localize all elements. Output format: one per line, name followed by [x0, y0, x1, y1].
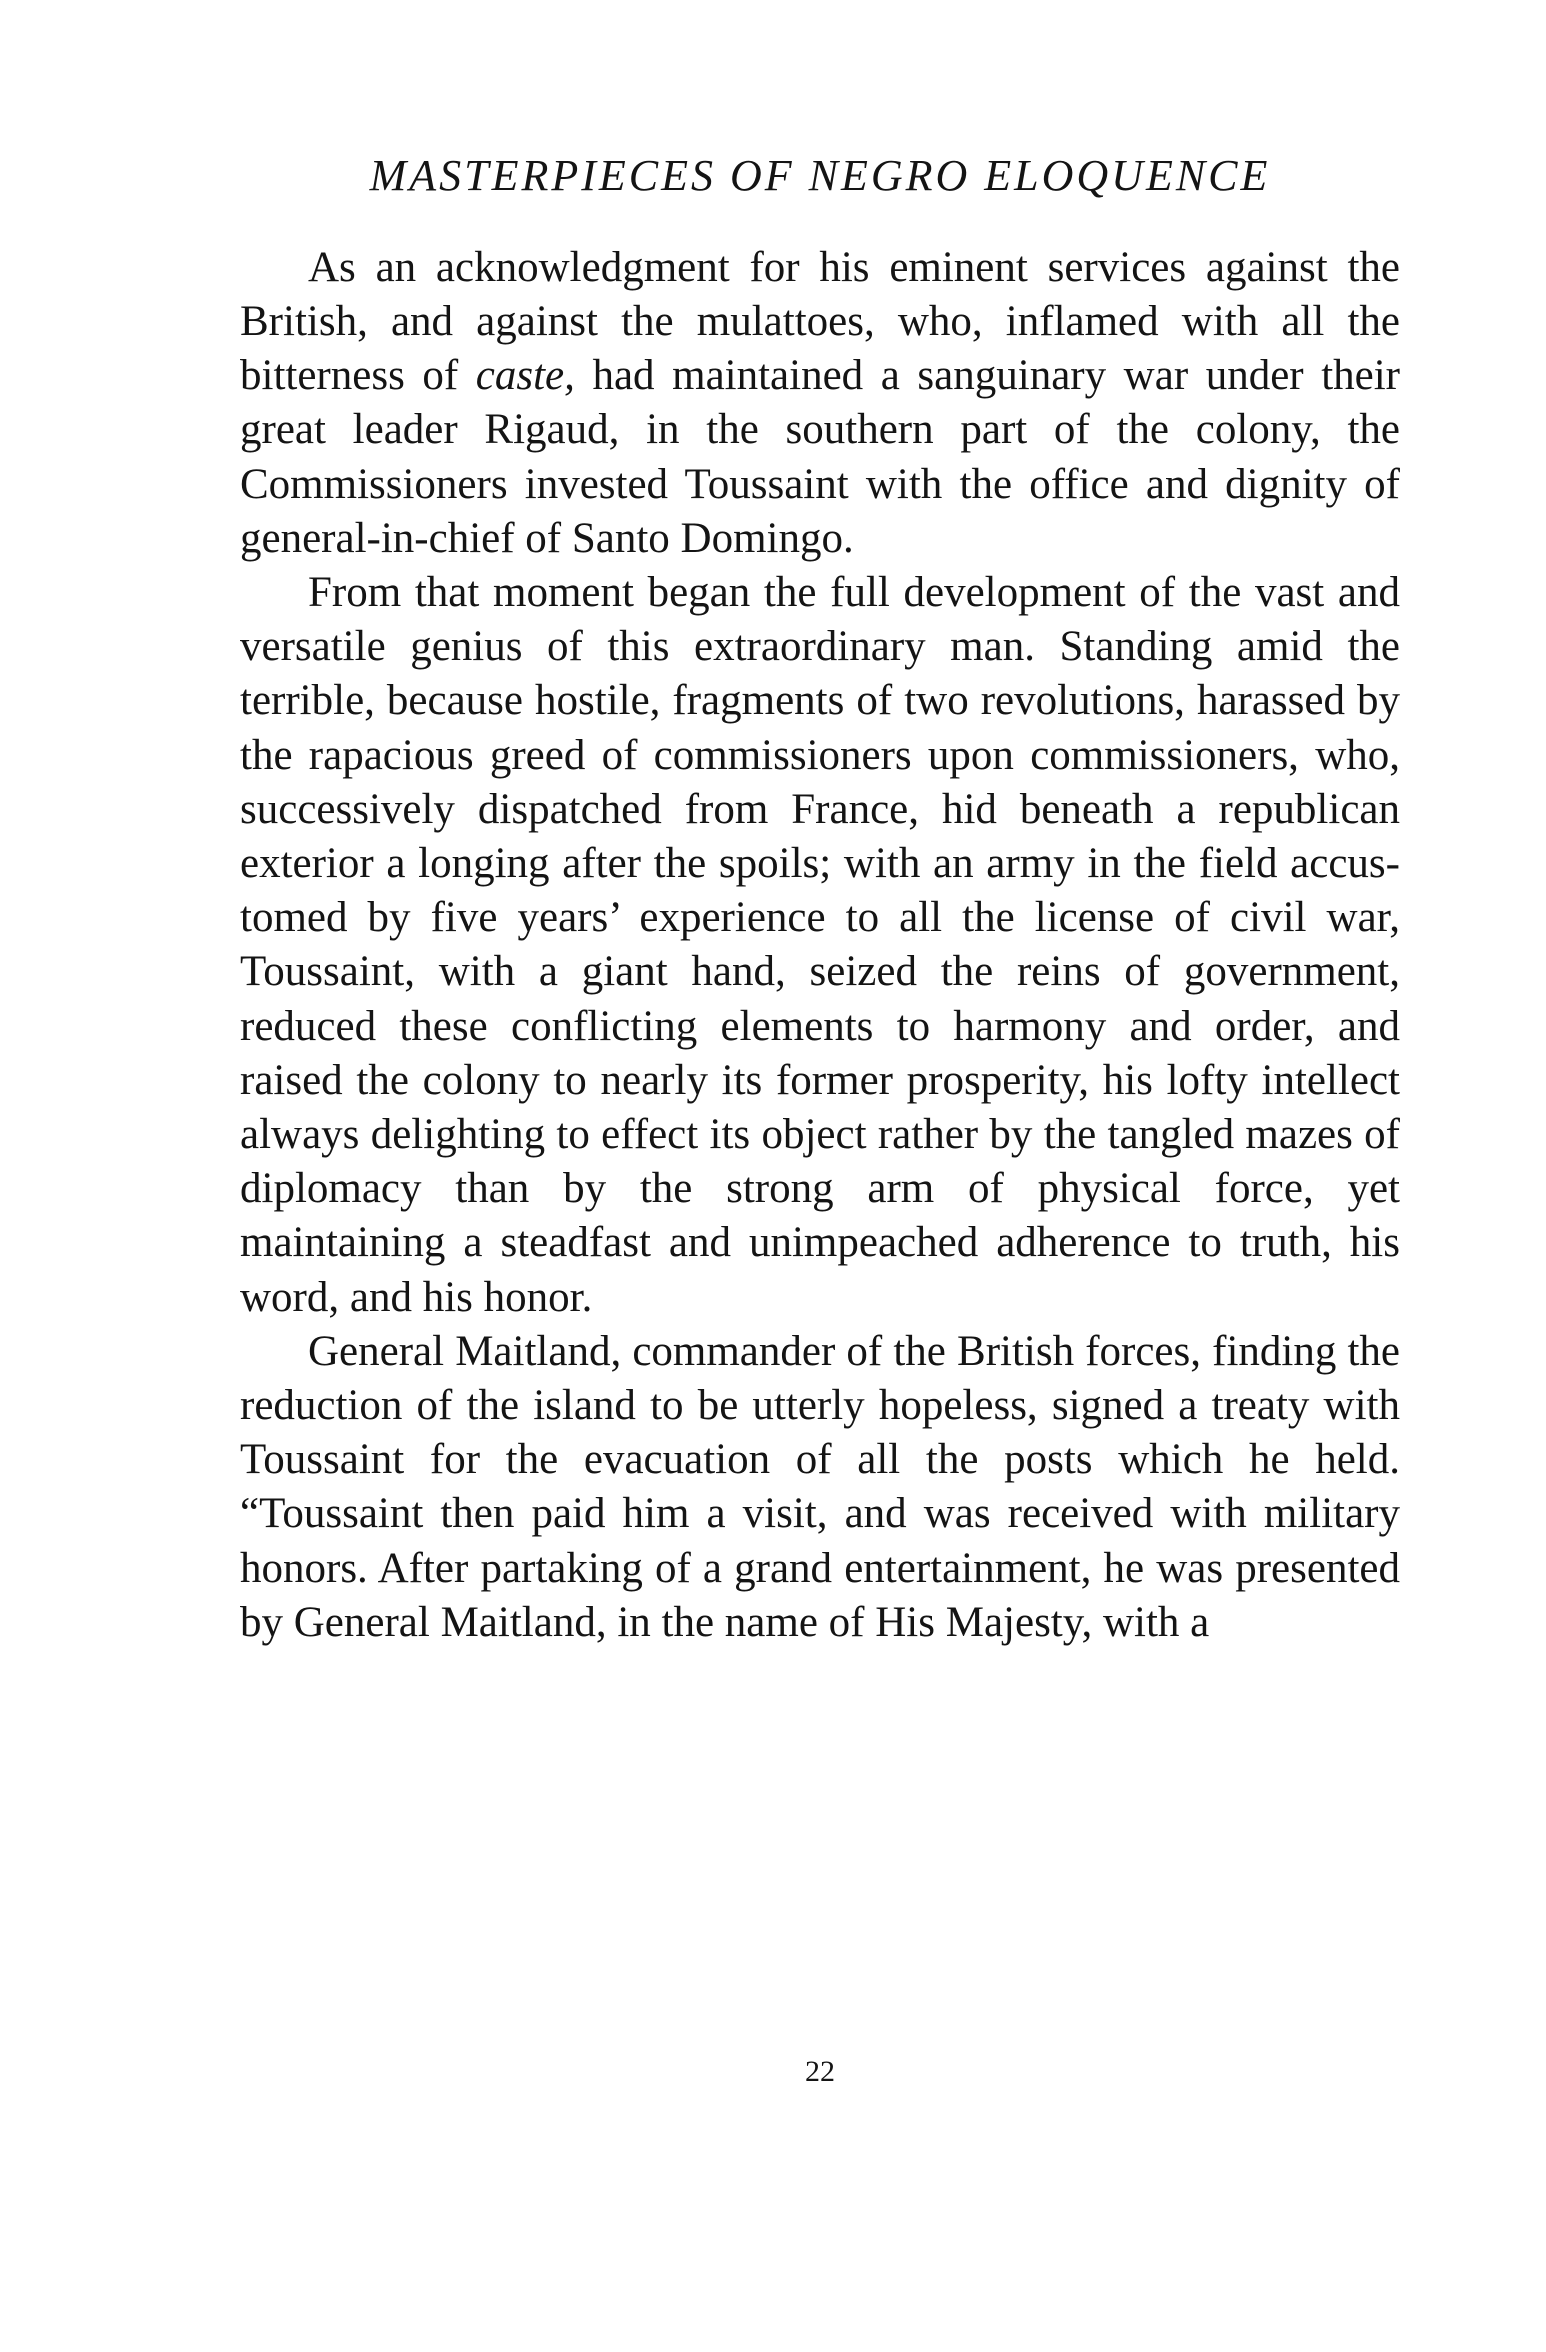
- body-text: [240, 241, 1400, 1650]
- paragraph-2: From that moment began the full development of the vast and versatile genius of this extraordinary man. Standing amid the terrible, because hostile, fragments of two revolutions, harassed by the rapacious greed of commissioners upon commissioners, who, successively dispatched from France, hid beneath a republican exterior a longing after the spoils; with an army in the field accustomed by five years’ experience to all the license of civil war, Toussaint, with a giant hand, seized the reins of government, reduced these conflicting elements to harmony and order, and raised the colony to nearly its former prosperity, his lofty intellect always delighting to effect its object rather by the tangled mazes of diplomacy than by the strong arm of physical force, yet maintaining a steadfast and unimpeached adherence to truth, his word, and his honor.: [240, 569, 1400, 1321]
- paragraph-3: General Maitland, commander of the British forces, finding the reduction of the island to be utterly hopeless, signed a treaty with Toussaint for the evacuation of all the posts which he held. “Toussaint then paid him a visit, and was received with military honors. After partaking of a grand entertainment, he was presented by General Maitland, in the name of His Majesty, with a: [240, 1327, 1400, 1646]
- page-number: 22: [805, 2055, 835, 2088]
- paragraph-1: [240, 241, 1400, 566]
- paragraph-1-after: had maintained a sanguinary war under their great leader Rigaud, in the southern part of the colony, the Commissioners invested Toussaint with the office and dignity of general-in-chief of Santo Domingo.: [240, 352, 1400, 562]
- running-head: MASTERPIECES OF NEGRO ELOQUENCE: [369, 151, 1271, 200]
- paragraph-1-before: As an acknowledgment for his eminent services against the British, and against the mulattoes, who, inflamed with all the bitterness of: [240, 243, 1400, 400]
- paragraph-1-emphasis: caste,: [475, 352, 575, 400]
- book-page: [240, 150, 1400, 1650]
